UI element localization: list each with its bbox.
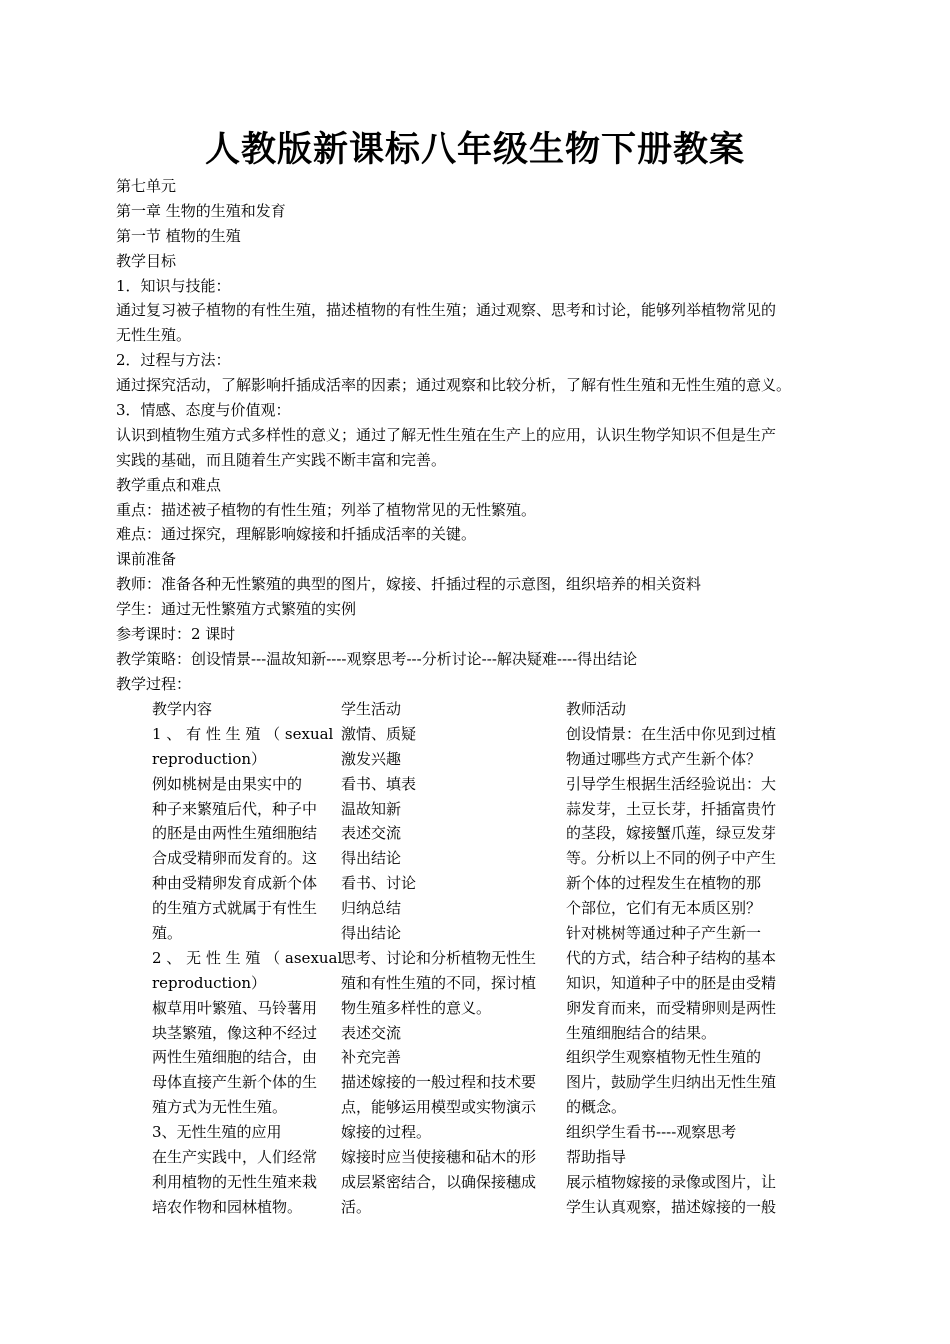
table-header-cell: 学生活动: [341, 700, 402, 718]
table-row: [152, 747, 812, 772]
table-cell: 殖方式为无性生殖。: [152, 1098, 288, 1117]
table-cell: 温故知新: [341, 799, 402, 818]
document-body: [116, 174, 856, 697]
preparation-heading: 课前准备: [116, 550, 177, 569]
table-row: [152, 971, 812, 996]
table-cell: 块茎繁殖，像这种不经过: [152, 1023, 318, 1042]
table-cell: 组织学生看书----观察思考: [566, 1123, 737, 1142]
table-row: [152, 797, 812, 822]
table-cell: 归纳总结: [341, 899, 402, 918]
table-cell: 得出结论: [341, 924, 402, 943]
table-cell: 卵发育而来，而受精卵则是两性: [566, 998, 777, 1017]
table-cell: 2 、 无 性 生 殖 （ asexual: [152, 948, 343, 967]
table-cell: 例如桃树是由果实中的: [152, 774, 303, 793]
table-cell: 的胚是由两性生殖细胞结: [152, 824, 318, 843]
table-row: [152, 1120, 812, 1145]
table-cell: 看书、讨论: [341, 874, 417, 893]
table-cell: 利用植物的无性生殖来栽: [152, 1172, 318, 1191]
table-cell: 物通过哪些方式产生新个体？: [566, 749, 762, 768]
table-cell: 的生殖方式就属于有性生: [152, 899, 318, 918]
table-row: [152, 871, 812, 896]
table-row: [152, 821, 812, 846]
goal-1-heading: 1．知识与技能：: [116, 276, 231, 295]
table-cell: 思考、讨论和分析植物无性生: [341, 948, 537, 967]
table-cell: 蒜发芽，土豆长芽，扦插富贵竹: [566, 799, 777, 818]
table-row: [152, 1170, 812, 1195]
table-cell: 嫁接时应当使接穗和砧木的形: [341, 1148, 537, 1167]
process-heading: 教学过程：: [116, 674, 192, 693]
table-cell: 图片，鼓励学生归纳出无性生殖: [566, 1073, 777, 1092]
paragraph-line: 通过探究活动，了解影响扦插成活率的因素；通过观察和比较分析，了解有性生殖和无性生殖的意义。: [116, 376, 792, 395]
table-cell: 表述交流: [341, 1023, 402, 1042]
paragraph-line: 无性生殖。: [116, 326, 192, 345]
paragraph-line: 学生：通过无性繁殖方式繁殖的实例: [116, 600, 357, 619]
table-cell: 学生认真观察，描述嫁接的一般: [566, 1197, 777, 1216]
paragraph-line: 教师：准备各种无性繁殖的典型的图片，嫁接、扦插过程的示意图，组织培养的相关资料: [116, 575, 702, 594]
document-title: 人教版新课标八年级生物下册教案: [204, 129, 745, 170]
table-cell: reproduction）: [152, 749, 267, 768]
paragraph-line: 通过复习被子植物的有性生殖，描述植物的有性生殖；通过观察、思考和讨论，能够列举植物常见的: [116, 301, 777, 320]
paragraph-line: 教学策略：创设情景---温故知新----观察思考---分析讨论---解决疑难----得出结论: [116, 649, 638, 668]
table-cell: 培农作物和园林植物。: [152, 1197, 303, 1216]
table-cell: 物生殖多样性的意义。: [341, 998, 492, 1017]
table-cell: 针对桃树等通过种子产生新一: [566, 924, 762, 943]
table-cell: 创设情景：在生活中你见到过植: [566, 724, 777, 743]
table-cell: 展示植物嫁接的录像或图片，让: [566, 1172, 777, 1191]
table-row: [152, 996, 812, 1021]
table-cell: 合成受精卵而发育的。这: [152, 849, 318, 868]
table-cell: 活。: [341, 1197, 372, 1216]
table-row: [152, 722, 812, 747]
table-cell: 等。分析以上不同的例子中产生: [566, 849, 777, 868]
paragraph-line: 重点：描述被子植物的有性生殖；列举了植物常见的无性繁殖。: [116, 500, 537, 519]
table-row: [152, 1021, 812, 1046]
table-cell: 种子来繁殖后代，种子中: [152, 799, 318, 818]
goals-heading: 教学目标: [116, 251, 177, 270]
table-cell: 生殖细胞结合的结果。: [566, 1023, 717, 1042]
table-cell: 描述嫁接的一般过程和技术要: [341, 1073, 537, 1092]
lesson-table: [152, 697, 812, 1220]
table-cell: 成层紧密结合，以确保接穗成: [341, 1172, 537, 1191]
table-cell: 代的方式，结合种子结构的基本: [566, 948, 777, 967]
table-cell: 新个体的过程发生在植物的那: [566, 874, 762, 893]
table-cell: 殖和有性生殖的不同，探讨植: [341, 973, 537, 992]
table-row: [152, 846, 812, 871]
table-cell: 殖。: [152, 924, 183, 943]
table-cell: 得出结论: [341, 849, 402, 868]
unit-heading: 第七单元: [116, 177, 177, 195]
table-cell: 的茎段，嫁接蟹爪莲，绿豆发芽: [566, 824, 777, 843]
table-cell: 嫁接的过程。: [341, 1123, 432, 1142]
table-row: [152, 946, 812, 971]
table-cell: 表述交流: [341, 824, 402, 843]
table-cell: 1 、 有 性 生 殖 （ sexual: [152, 724, 334, 743]
table-cell: 椒草用叶繁殖、马铃薯用: [152, 998, 318, 1017]
paragraph-line: 难点：通过探究，理解影响嫁接和扦插成活率的关键。: [116, 525, 477, 544]
table-cell: 补充完善: [341, 1048, 402, 1067]
table-cell: 母体直接产生新个体的生: [152, 1073, 318, 1092]
table-cell: 在生产实践中，人们经常: [152, 1148, 318, 1167]
paragraph-line: 参考课时：2 课时: [116, 625, 236, 644]
table-cell: 知识，知道种子中的胚是由受精: [566, 973, 777, 992]
table-row: [152, 921, 812, 946]
table-cell: 个部位，它们有无本质区别？: [566, 899, 762, 918]
table-row: [152, 1195, 812, 1220]
table-cell: 帮助指导: [566, 1148, 627, 1167]
table-header-cell: 教师活动: [566, 700, 627, 718]
table-row: [152, 1095, 812, 1120]
table-cell: 激情、质疑: [341, 724, 417, 743]
table-cell: 引导学生根据生活经验说出：大: [566, 774, 777, 793]
paragraph-line: 实践的基础，而且随着生产实践不断丰富和完善。: [116, 450, 447, 469]
table-row: [152, 772, 812, 797]
paragraph-line: 认识到植物生殖方式多样性的意义；通过了解无性生殖在生产上的应用，认识生物学知识不但是生产: [116, 425, 777, 444]
table-cell: 的概念。: [566, 1098, 627, 1117]
table-row: [152, 1070, 812, 1095]
table-cell: 点，能够运用模型或实物演示: [341, 1098, 537, 1117]
table-cell: 组织学生观察植物无性生殖的: [566, 1048, 762, 1067]
table-cell: 种由受精卵发育成新个体: [152, 874, 318, 893]
table-row: [152, 1045, 812, 1070]
table-row: [152, 896, 812, 921]
table-cell: 3、无性生殖的应用: [152, 1123, 282, 1142]
table-cell: 两性生殖细胞的结合，由: [152, 1048, 318, 1067]
table-row: [152, 1145, 812, 1170]
key-points-heading: 教学重点和难点: [116, 475, 222, 494]
table-header-row: [152, 697, 812, 722]
goal-3-heading: 3．情感、态度与价值观：: [116, 401, 291, 420]
table-cell: 激发兴趣: [341, 749, 402, 768]
section-heading: 第一节 植物的生殖: [116, 226, 241, 245]
table-cell: reproduction）: [152, 973, 267, 992]
goal-2-heading: 2．过程与方法：: [116, 351, 231, 370]
chapter-heading: 第一章 生物的生殖和发育: [116, 201, 286, 220]
table-cell: 看书、填表: [341, 774, 417, 793]
table-header-cell: 教学内容: [152, 700, 213, 718]
